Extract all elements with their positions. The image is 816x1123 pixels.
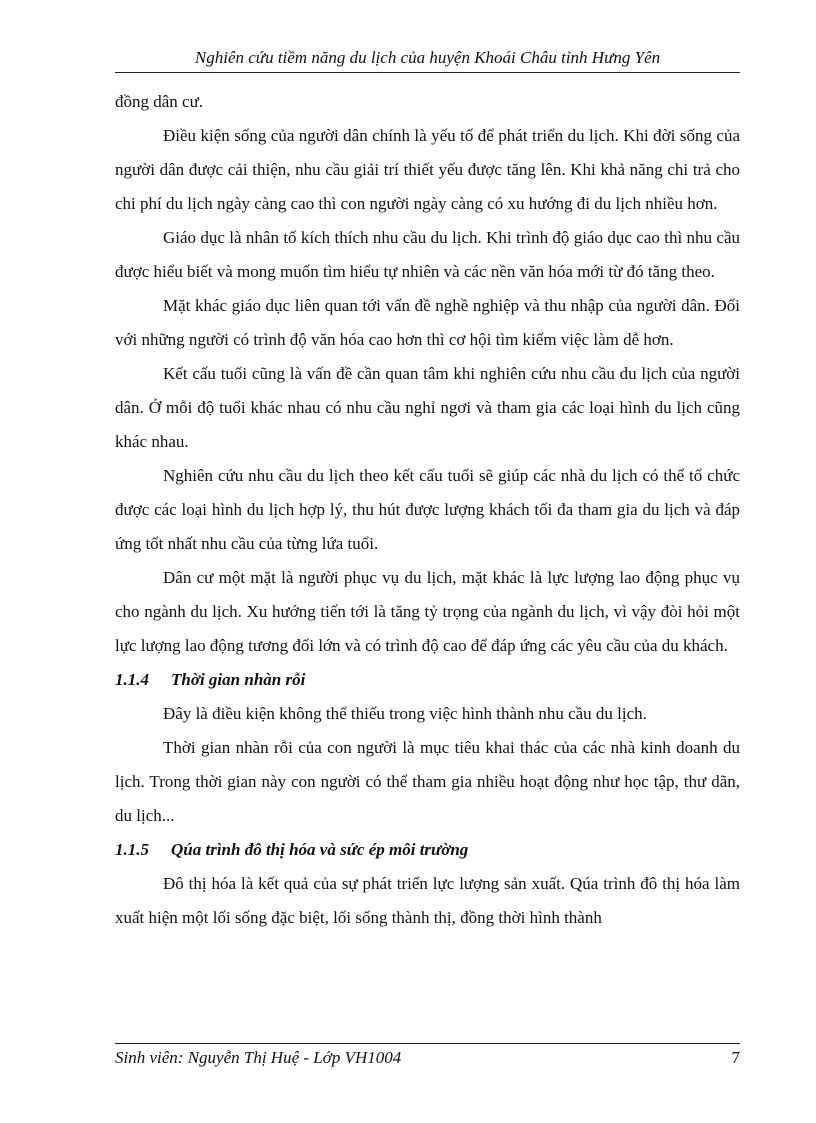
paragraph-education-jobs: Mặt khác giáo dục liên quan tới vấn đề nghề nghiệp và thu nhập của người dân. Đối với những người có trình độ văn hóa cao hơn thì cơ hội tìm kiếm việc làm dễ hơn. — [115, 296, 740, 349]
section-title: Thời gian nhàn rỗi — [171, 670, 306, 689]
paragraph-population-labor: Dân cư một mặt là người phục vụ du lịch, mặt khác là lực lượng lao động phục vụ cho ngành du lịch. Xu hướng tiến tới là tăng tỷ trọng của ngành du lịch, vì vậy đòi hỏi một lực lượng lao động tương đối lớn và có trình độ cao để đáp ứng các yêu cầu của du khách. — [115, 568, 740, 655]
section-heading-1-1-5 — [115, 833, 740, 867]
page-footer — [115, 1045, 740, 1071]
page-header — [115, 44, 740, 72]
page-number: 7 — [731, 1048, 740, 1067]
footer-author: Sinh viên: Nguyễn Thị Huệ - Lớp VH1004 — [115, 1048, 402, 1067]
paragraph-urbanization: Đô thị hóa là kết quả của sự phát triển lực lượng sản xuất. Qúa trình đô thị hóa làm xuất hiện một lối sống đặc biệt, lối sống thành thị, đồng thời hình thành — [115, 874, 740, 927]
section-number: 1.1.5 — [115, 840, 149, 859]
header-divider — [115, 72, 740, 73]
paragraph-continuation: đồng dân cư. — [115, 92, 204, 111]
paragraph-living-conditions: Điều kiện sống của người dân chính là yếu tố để phát triển du lịch. Khi đời sống của người dân được cải thiện, nhu cầu giải trí thiết yếu được tăng lên. Khi khả năng chi trả cho chi phí du lịch ngày càng cao thì con người ngày càng có xu hướng đi du lịch nhiều hơn. — [115, 126, 740, 213]
paragraph-leisure-time: Thời gian nhàn rỗi của con người là mục tiêu khai thác của các nhà kinh doanh du lịch. Trong thời gian này con người có thể tham gia nhiều hoạt động như học tập, thư dãn, du lịch... — [115, 738, 740, 825]
paragraph-age-research: Nghiên cứu nhu cầu du lịch theo kết cấu tuổi sẽ giúp các nhà du lịch có thể tổ chức được các loại hình du lịch hợp lý, thu hút được lượng khách tối đa tham gia du lịch và đáp ứng tốt nhất nhu cầu của từng lứa tuổi. — [115, 466, 740, 553]
paragraph-education: Giáo dục là nhân tố kích thích nhu cầu du lịch. Khi trình độ giáo dục cao thì nhu cầu được hiểu biết và mong muốn tìm hiểu tự nhiên và các nền văn hóa mới từ đó tăng theo. — [115, 228, 740, 281]
header-title: Nghiên cứu tiềm năng du lịch của huyện Khoái Châu tỉnh Hưng Yên — [194, 48, 661, 67]
paragraph-age-structure: Kết cấu tuổi cũng là vấn đề cần quan tâm khi nghiên cứu nhu cầu du lịch của người dân. Ở mỗi độ tuổi khác nhau có nhu cầu nghỉ ngơi và tham gia các loại hình du lịch cũng khác nhau. — [115, 364, 740, 451]
footer-divider — [115, 1043, 740, 1044]
section-heading-1-1-4 — [115, 663, 740, 697]
document-body — [115, 85, 740, 935]
paragraph-leisure-condition: Đây là điều kiện không thể thiếu trong việc hình thành nhu cầu du lịch. — [163, 704, 647, 723]
section-number: 1.1.4 — [115, 670, 149, 689]
section-title: Qúa trình đô thị hóa và sức ép môi trường — [171, 840, 469, 859]
